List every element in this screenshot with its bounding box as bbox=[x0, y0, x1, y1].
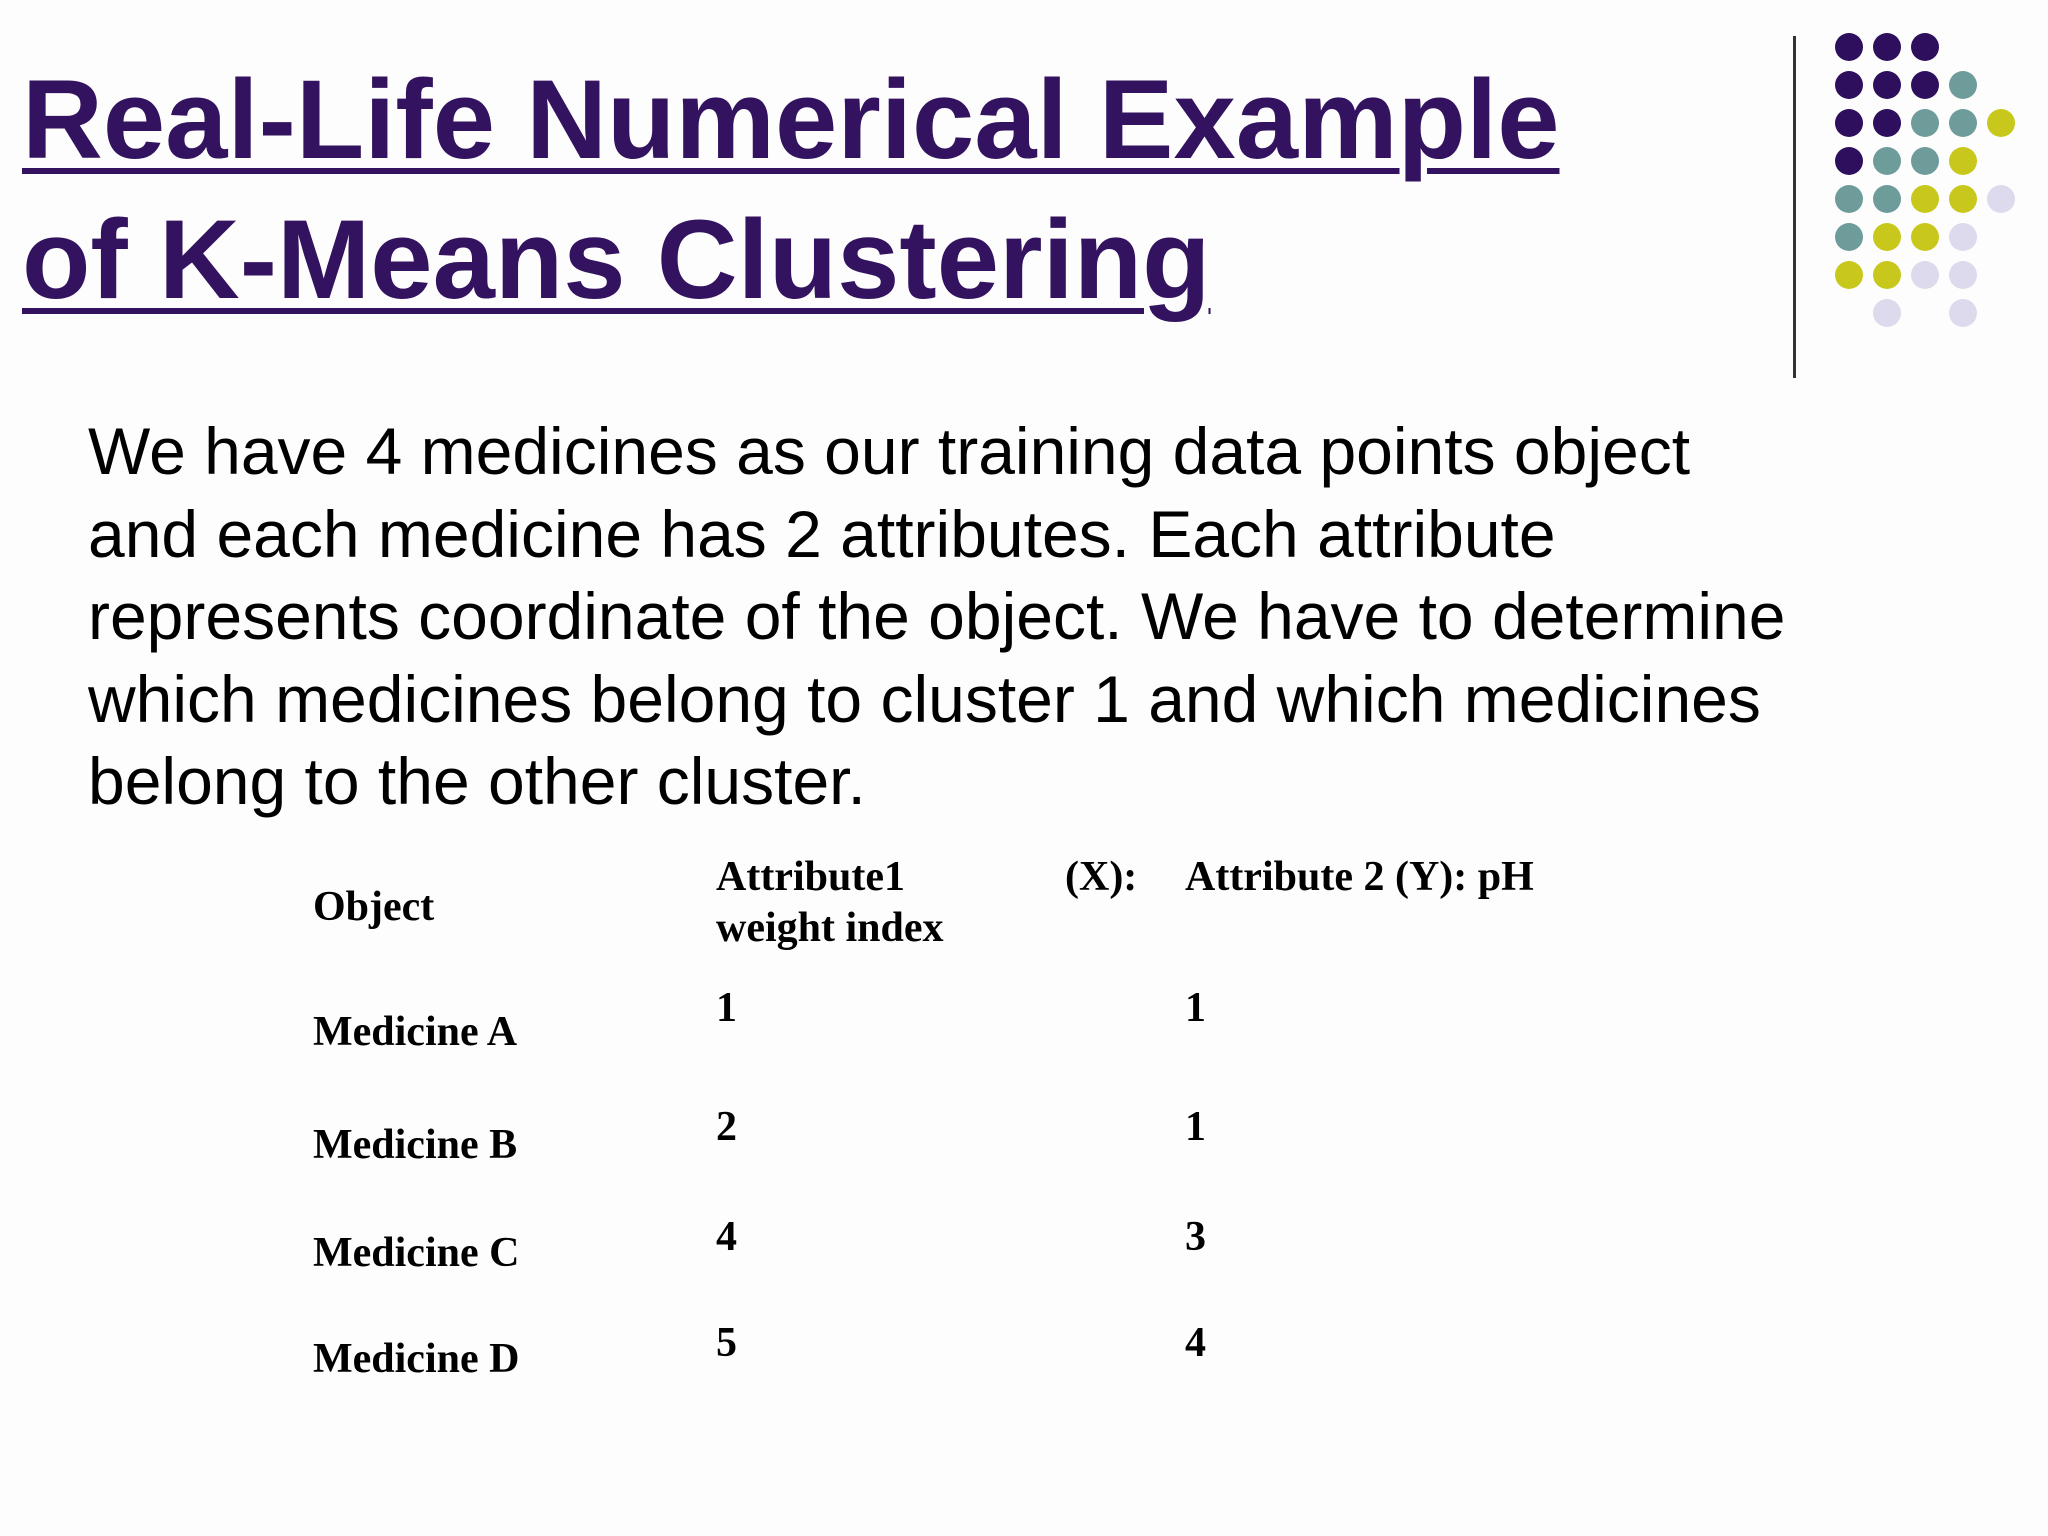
decorative-dot bbox=[1949, 299, 1977, 327]
decorative-dot bbox=[1949, 223, 1977, 251]
decorative-dot bbox=[1873, 299, 1901, 327]
row-object: Medicine C bbox=[313, 1230, 520, 1276]
decorative-dot bbox=[1911, 223, 1939, 251]
decorative-dot bbox=[1873, 185, 1901, 213]
row-x-value: 1 bbox=[716, 985, 737, 1031]
row-object: Medicine A bbox=[313, 1009, 518, 1055]
row-x-value: 5 bbox=[716, 1320, 737, 1366]
decorative-dot bbox=[1873, 33, 1901, 61]
decorative-dot bbox=[1987, 185, 2015, 213]
decorative-dot bbox=[1835, 33, 1863, 61]
decorative-dot bbox=[1873, 223, 1901, 251]
decorative-dot bbox=[1873, 109, 1901, 137]
decorative-dot bbox=[1987, 109, 2015, 137]
decorative-dot bbox=[1835, 109, 1863, 137]
decorative-dot bbox=[1835, 71, 1863, 99]
row-y-value: 4 bbox=[1185, 1320, 1206, 1366]
decorative-dot bbox=[1835, 147, 1863, 175]
row-x-value: 2 bbox=[716, 1104, 737, 1150]
decorative-dot bbox=[1949, 147, 1977, 175]
decorative-dot bbox=[1949, 71, 1977, 99]
row-x-value: 4 bbox=[716, 1214, 737, 1260]
header-attr2: Attribute 2 (Y): pH bbox=[1185, 854, 1534, 900]
decorative-dot bbox=[1911, 261, 1939, 289]
decorative-dot bbox=[1911, 33, 1939, 61]
body-paragraph: We have 4 medicines as our training data points object and each medicine has 2 attributes. Each attribute represents coordinate of the object. We have to determine which medicines belong to cluster 1 and which medicines belong to the other cluster. bbox=[88, 414, 1786, 818]
slide-title-line-2: of K-Means Clustering bbox=[22, 197, 1211, 322]
row-y-value: 1 bbox=[1185, 1104, 1206, 1150]
decorative-dot bbox=[1835, 261, 1863, 289]
slide-title bbox=[22, 50, 1559, 330]
decorative-dot bbox=[1949, 261, 1977, 289]
header-attr1-x: (X): bbox=[1065, 854, 1138, 900]
decorative-dot bbox=[1911, 71, 1939, 99]
row-object: Medicine D bbox=[313, 1336, 520, 1382]
decorative-dot bbox=[1911, 147, 1939, 175]
decorative-dot bbox=[1873, 71, 1901, 99]
decorative-dot bbox=[1873, 147, 1901, 175]
decorative-dot bbox=[1873, 261, 1901, 289]
decorative-dot bbox=[1835, 185, 1863, 213]
decorative-dot-grid bbox=[1835, 33, 2035, 333]
vertical-divider bbox=[1793, 36, 1796, 378]
header-object: Object bbox=[313, 884, 435, 930]
decorative-dot bbox=[1949, 109, 1977, 137]
decorative-dot bbox=[1835, 223, 1863, 251]
header-attr1-line2: weight index bbox=[716, 905, 944, 951]
decorative-dot bbox=[1911, 109, 1939, 137]
row-y-value: 1 bbox=[1185, 985, 1206, 1031]
row-object: Medicine B bbox=[313, 1122, 518, 1168]
header-attr1-line1: Attribute1 bbox=[716, 854, 905, 900]
decorative-dot bbox=[1911, 185, 1939, 213]
row-y-value: 3 bbox=[1185, 1214, 1206, 1260]
decorative-dot bbox=[1949, 185, 1977, 213]
slide-title-line-1: Real-Life Numerical Example bbox=[22, 57, 1560, 182]
